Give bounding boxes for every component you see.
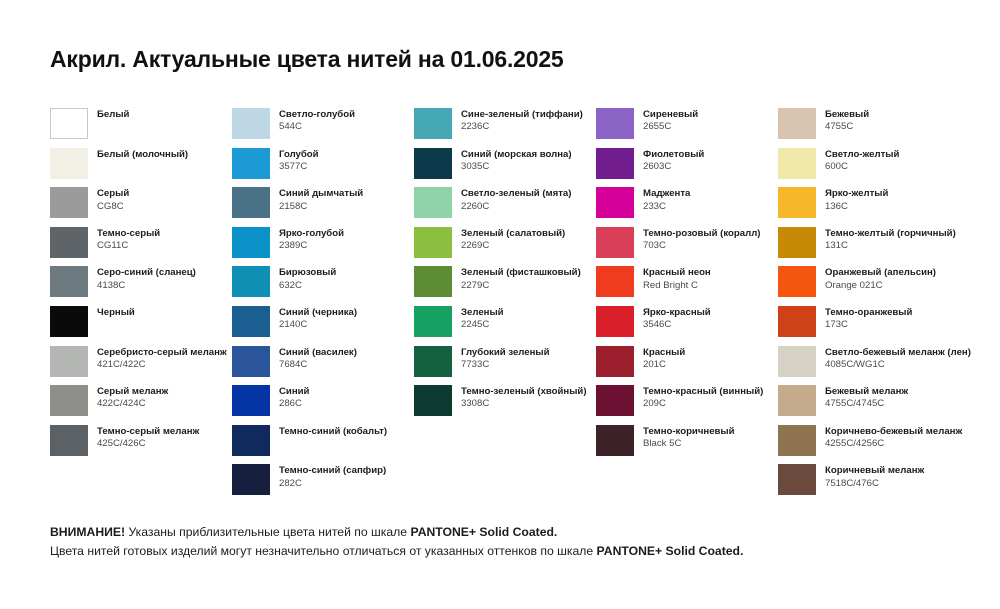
swatch-labels [279,187,363,212]
color-code: 2236C [461,121,490,133]
swatch-item [50,306,232,346]
color-chip [414,385,452,416]
color-chip [596,187,634,218]
swatch-labels [825,227,956,252]
footer-line-2-text: Цвета нитей готовых изделий могут незначительно отличаться от указанных оттенков по шкале [50,543,597,558]
swatch-labels [643,187,690,212]
color-code: 2158C [279,200,308,212]
swatch-item [50,227,232,267]
swatch-labels [279,227,344,252]
swatch-item [50,385,232,425]
swatch-item [232,187,414,227]
swatch-item [232,227,414,267]
color-code: 282C [279,477,302,489]
swatch-labels [97,306,135,319]
swatch-column-1 [50,108,232,504]
color-chip [596,227,634,258]
swatch-labels [643,227,761,252]
color-name: Темно-желтый (горчичный) [825,227,956,239]
color-code: CG8C [97,200,124,212]
color-chip [232,187,270,218]
color-chip [414,148,452,179]
page-title: Акрил. Актуальные цвета нитей на 01.06.2025 [50,46,564,72]
color-name: Темно-розовый (коралл) [643,227,761,239]
swatch-item [596,346,778,386]
color-code: 4255C/4256C [825,438,885,450]
color-name: Серый меланж [97,386,169,398]
swatch-item [596,148,778,188]
swatch-item [414,346,596,386]
color-chip [232,385,270,416]
swatch-labels [97,266,196,291]
color-name: Синий (черника) [279,306,358,318]
swatch-labels [461,108,583,133]
swatch-labels [461,346,549,371]
swatch-item [596,425,778,465]
swatch-item [232,266,414,306]
color-chip [414,346,452,377]
color-name: Светло-желтый [825,148,900,160]
color-code: 7518C/476C [825,477,879,489]
color-name: Белый [97,109,130,120]
color-chip [596,266,634,297]
swatch-labels [643,266,711,291]
swatch-labels [825,425,962,450]
footer-note [50,523,950,561]
color-code: 3577C [279,160,308,172]
swatch-item [414,227,596,267]
color-chip [778,266,816,297]
swatch-item [778,425,963,465]
color-code: 209C [643,398,666,410]
color-chip [232,227,270,258]
color-name: Оранжевый (апельсин) [825,267,936,279]
swatch-labels [279,148,319,173]
color-chip [778,227,816,258]
color-name: Глубокий зеленый [461,346,550,358]
swatch-labels [279,385,309,410]
color-chip [50,148,88,179]
swatch-columns [50,108,971,504]
swatch-labels [97,148,188,161]
color-code: Black 5C [643,438,682,450]
color-chip [778,148,816,179]
color-name: Синий [279,386,310,398]
color-name: Черный [97,306,135,318]
color-code: Orange 021C [825,279,883,291]
swatch-labels [825,148,899,173]
color-code: 173C [825,319,848,331]
swatch-labels [643,306,711,331]
color-name: Темно-красный (винный) [643,386,764,398]
color-code: CG11C [97,240,129,252]
color-chip [596,306,634,337]
swatch-labels [825,306,912,331]
color-chip [778,306,816,337]
swatch-item [50,346,232,386]
swatch-item [232,385,414,425]
color-code: 3035C [461,160,490,172]
color-chip [414,227,452,258]
swatch-item [50,187,232,227]
color-chip [414,187,452,218]
color-chip [414,306,452,337]
color-name: Белый (молочный) [97,148,189,160]
swatch-item [778,346,971,386]
color-code: 2389C [279,240,308,252]
swatch-labels [643,346,685,371]
swatch-labels [97,425,199,450]
color-chip [596,385,634,416]
swatch-item [232,108,414,148]
color-name: Зеленый [461,306,504,318]
swatch-labels [279,266,336,291]
color-chip [778,108,816,139]
color-name: Ярко-голубой [279,227,344,239]
color-name: Серый [97,188,130,200]
swatch-labels [97,385,168,410]
color-name: Темно-синий (сапфир) [279,465,387,477]
color-name: Серо-синий (сланец) [97,267,196,279]
footer-line-1 [50,523,950,542]
swatch-item [778,385,960,425]
color-code: 4755C [825,121,854,133]
color-name: Синий (морская волна) [461,148,572,160]
swatch-labels [825,346,971,371]
color-chip [596,346,634,377]
swatch-labels [643,385,763,410]
color-name: Светло-голубой [279,109,355,120]
color-chip [50,227,88,258]
swatch-item [50,266,232,306]
swatch-item [232,148,414,188]
swatch-item [778,464,960,504]
color-name: Темно-оранжевый [825,306,913,318]
swatch-column-2 [232,108,414,504]
swatch-labels [279,306,357,331]
swatch-labels [461,385,587,410]
swatch-item [232,464,414,504]
color-code: 136C [825,200,848,212]
color-name: Ярко-желтый [825,188,889,200]
swatch-item [50,425,232,465]
color-code: 3546C [643,319,672,331]
swatch-item [778,306,960,346]
swatch-item [232,306,414,346]
color-code: Red Bright C [643,279,698,291]
color-chip [596,148,634,179]
color-code: 2279C [461,279,490,291]
color-code: 4755C/4745C [825,398,885,410]
color-chip [232,266,270,297]
color-name: Коричнево-бежевый меланж [825,425,963,437]
color-code: 2603C [643,160,672,172]
swatch-item [596,227,778,267]
color-name: Бирюзовый [279,267,337,279]
swatch-item [596,187,778,227]
color-name: Ярко-красный [643,306,711,318]
color-chip [232,464,270,495]
color-name: Синий дымчатый [279,188,364,200]
color-code: 131C [825,240,848,252]
color-name: Серебристо-серый меланж [97,346,227,358]
color-code: 7733C [461,358,490,370]
color-name: Коричневый меланж [825,465,925,477]
swatch-item [596,108,778,148]
color-name: Зеленый (салатовый) [461,227,566,239]
color-chip [232,346,270,377]
color-chip [50,306,88,337]
color-code: 7684C [279,358,308,370]
color-chip [50,266,88,297]
swatch-labels [97,187,129,212]
color-chip [596,108,634,139]
color-code: 2260C [461,200,490,212]
swatch-item [596,385,778,425]
color-chip [414,266,452,297]
swatch-labels [461,148,572,173]
swatch-item [414,108,596,148]
color-chip [778,464,816,495]
swatch-labels [825,464,924,489]
footer-line-1-text: Указаны приблизительные цвета нитей по шкале [125,525,411,539]
swatch-item [596,306,778,346]
color-code: 544C [279,121,302,133]
swatch-labels [825,108,869,133]
color-name: Красный [643,346,686,358]
swatch-item [414,148,596,188]
swatch-labels [279,108,355,133]
swatch-labels [825,385,908,410]
swatch-item [414,187,596,227]
color-code: 425C/426C [97,438,146,450]
swatch-labels [97,108,129,121]
color-name: Бежевый меланж [825,386,909,398]
swatch-labels [643,148,704,173]
color-name: Синий (василек) [279,346,357,358]
swatch-item [232,346,414,386]
color-chip [50,187,88,218]
footer-line-2 [50,542,950,561]
swatch-labels [279,464,386,489]
swatch-labels [643,425,735,450]
color-chip [50,346,88,377]
color-code: 600C [825,160,848,172]
swatch-labels [461,187,571,212]
color-name: Бежевый [825,109,870,120]
color-name: Сине-зеленый (тиффани) [461,109,583,120]
swatch-item [778,227,960,267]
color-name: Светло-зеленый (мята) [461,188,572,200]
swatch-labels [825,266,936,291]
color-chip [232,108,270,139]
swatch-column-3 [414,108,596,504]
swatch-labels [461,227,565,252]
color-chip [232,148,270,179]
swatch-item [778,148,960,188]
color-chip [50,425,88,456]
color-code: 4138C [97,279,126,291]
pantone-label-1: PANTONE+ Solid Coated. [410,525,558,539]
color-chip [778,385,816,416]
color-code: 632C [279,279,302,291]
color-code: 2245C [461,319,490,331]
color-code: 422C/424C [97,398,146,410]
swatch-labels [825,187,888,212]
color-chip [232,425,270,456]
swatch-labels [279,346,357,371]
color-code: 3308C [461,398,490,410]
color-chip [778,187,816,218]
color-name: Светло-бежевый меланж (лен) [825,346,971,358]
color-name: Темно-коричневый [643,425,735,437]
color-name: Фиолетовый [643,148,705,160]
color-chip [50,108,88,139]
swatch-item [414,306,596,346]
color-chip [50,385,88,416]
color-name: Темно-синий (кобальт) [279,425,388,437]
color-code: 233C [643,200,666,212]
color-code: 421C/422C [97,358,146,370]
swatch-labels [643,108,698,133]
color-name: Темно-зеленый (хвойный) [461,386,587,398]
color-name: Красный неон [643,267,711,279]
color-name: Голубой [279,148,319,160]
swatch-item [232,425,414,465]
swatch-column-4 [596,108,778,504]
swatch-item [778,187,960,227]
swatch-item [414,385,596,425]
swatch-labels [461,306,504,331]
color-code: 2655C [643,121,672,133]
color-code: 286C [279,398,302,410]
swatch-labels [461,266,581,291]
color-chip [414,108,452,139]
swatch-item [50,148,232,188]
color-code: 4085C/WG1C [825,358,885,370]
color-code: 201C [643,358,666,370]
color-name: Темно-серый меланж [97,425,200,437]
swatch-labels [97,227,160,252]
color-chip [596,425,634,456]
swatch-item [50,108,232,148]
color-code: 703C [643,240,666,252]
swatch-item [414,266,596,306]
pantone-label-2: PANTONE+ Solid Coated. [596,543,744,558]
color-name: Темно-серый [97,227,161,239]
color-name: Сиреневый [643,109,699,120]
swatch-item [778,266,960,306]
swatch-item [778,108,960,148]
color-name: Зеленый (фисташковый) [461,267,581,279]
swatch-labels [97,346,227,371]
attention-label: ВНИМАНИЕ! [50,525,126,539]
color-chip [232,306,270,337]
color-name: Маджента [643,188,691,200]
swatch-item [596,266,778,306]
color-code: 2140C [279,319,308,331]
swatch-labels [279,425,387,438]
swatch-column-5 [778,108,971,504]
color-chip [778,425,816,456]
color-code: 2269C [461,240,490,252]
color-chip [778,346,816,377]
